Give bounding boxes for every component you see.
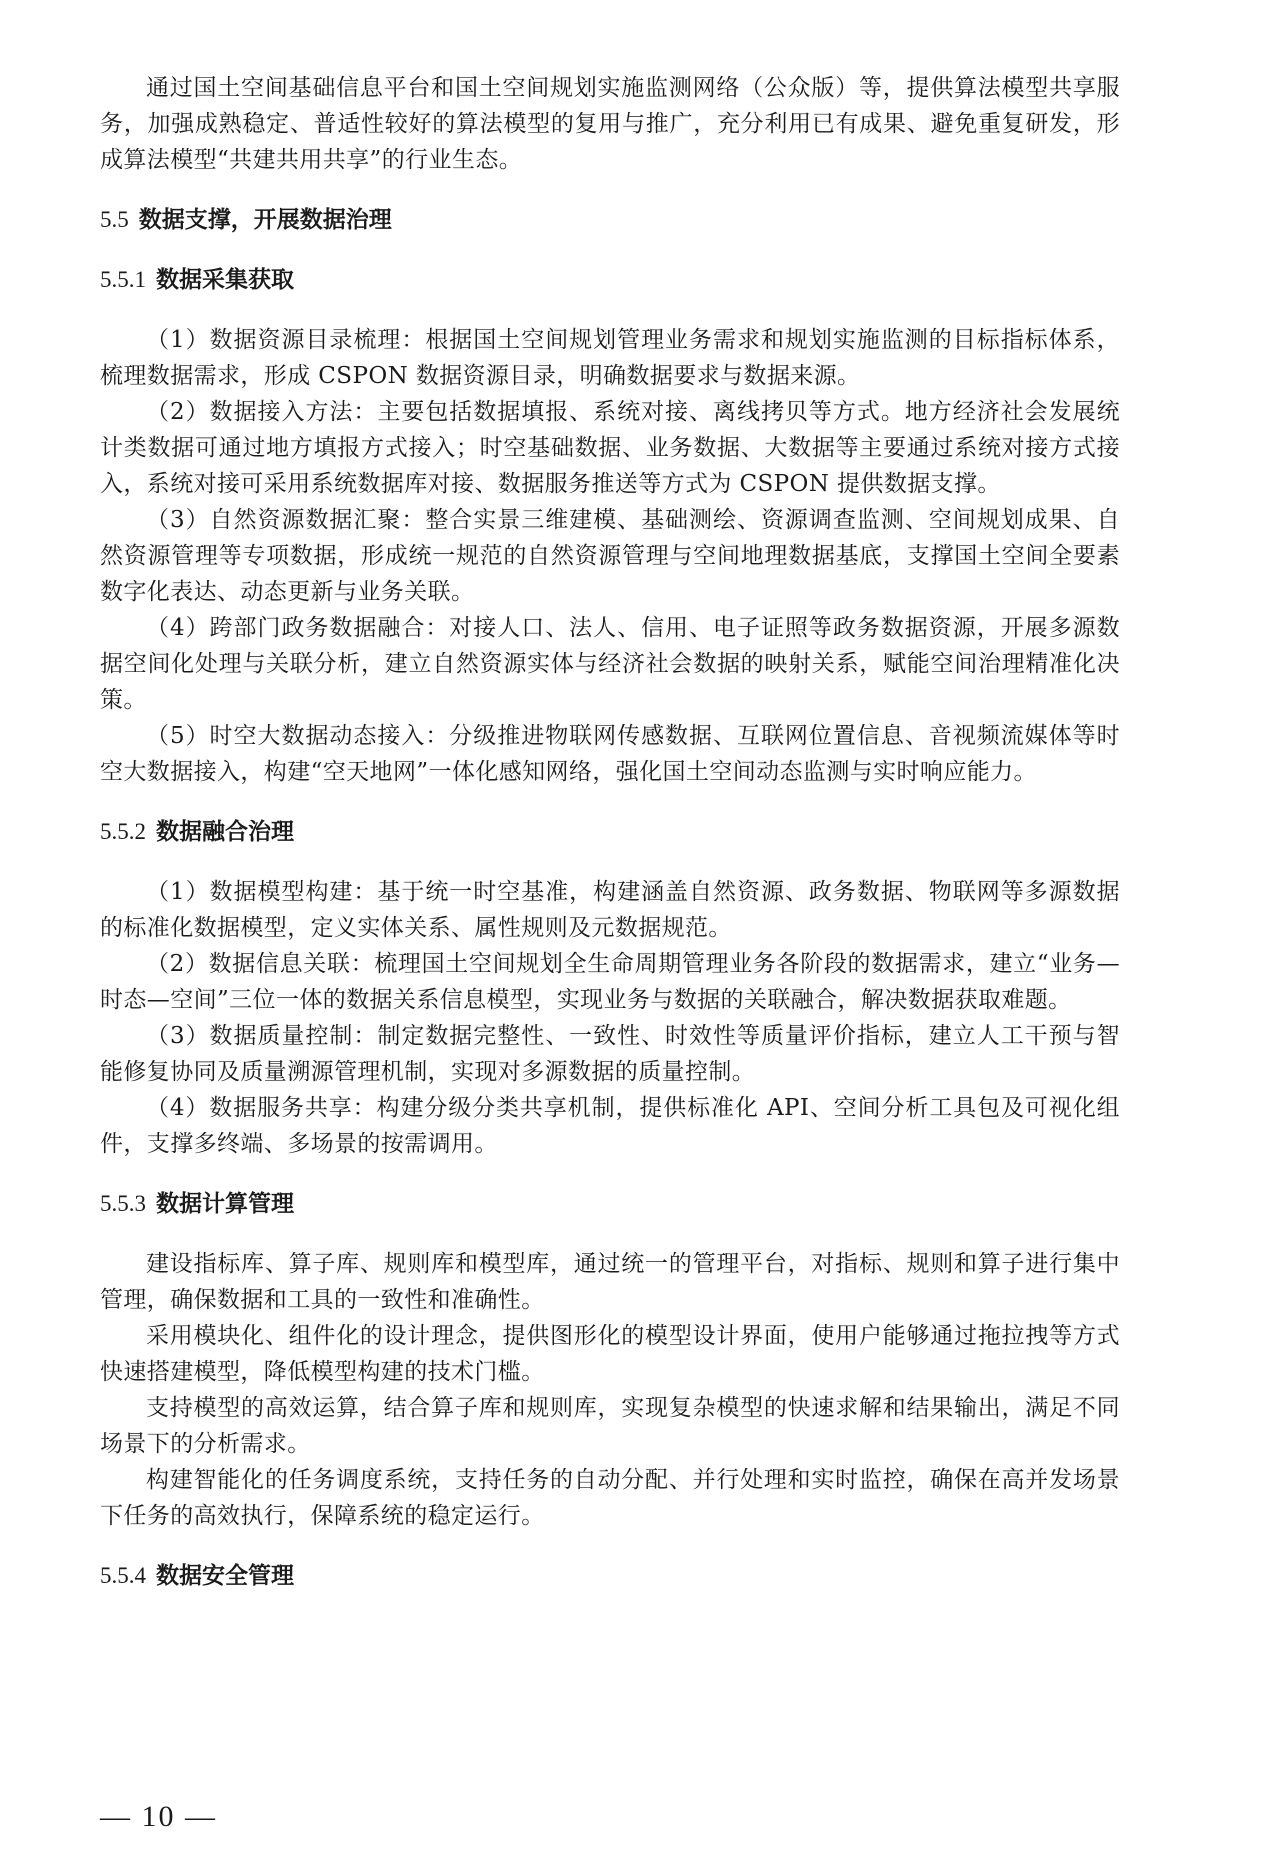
section-number: 5.5 [100, 207, 129, 232]
list-item: （3）自然资源数据汇聚：整合实景三维建模、基础测绘、资源调查监测、空间规划成果、自然资源管理等专项数据，形成统一规范的自然资源管理与空间地理数据基底，支撑国土空间全要素数字化表达、动态更新与业务关联。 [100, 507, 1120, 605]
list-item: （5）时空大数据动态接入：分级推进物联网传感数据、互联网位置信息、音视频流媒体等时空大数据接入，构建“空天地网”一体化感知网络，强化国土空间动态监测与实时响应能力。 [100, 723, 1120, 785]
list-item: 采用模块化、组件化的设计理念，提供图形化的模型设计界面，使用户能够通过拖拉拽等方式快速搭建模型，降低模型构建的技术门槛。 [100, 1323, 1120, 1385]
list-item: （4）跨部门政务数据融合：对接人口、法人、信用、电子证照等政务数据资源，开展多源数据空间化处理与关联分析，建立自然资源实体与经济社会数据的映射关系，赋能空间治理精准化决策。 [100, 615, 1120, 713]
section-title: 数据安全管理 [156, 1563, 294, 1589]
list-item: 构建智能化的任务调度系统，支持任务的自动分配、并行处理和实时监控，确保在高并发场景下任务的高效执行，保障系统的稳定运行。 [100, 1467, 1120, 1529]
section-heading-5-5-4 [100, 1558, 1120, 1594]
section-title: 数据采集获取 [156, 267, 294, 293]
list-item: （2）数据接入方法：主要包括数据填报、系统对接、离线拷贝等方式。地方经济社会发展统计类数据可通过地方填报方式接入；时空基础数据、业务数据、大数据等主要通过系统对接方式接入，系统对接可采用系统数据库对接、数据服务推送等方式为 CSPON 提供数据支撑。 [100, 399, 1120, 497]
section-number: 5.5.2 [100, 819, 146, 844]
document-page [100, 70, 1120, 1594]
section-title: 数据支撑，开展数据治理 [138, 207, 392, 233]
section-heading-5-5-1 [100, 262, 1120, 298]
section-heading-5-5 [100, 202, 1120, 238]
section-heading-5-5-2 [100, 814, 1120, 850]
list-item: （1）数据资源目录梳理：根据国土空间规划管理业务需求和规划实施监测的目标指标体系，梳理数据需求，形成 CSPON 数据资源目录，明确数据要求与数据来源。 [100, 327, 1120, 389]
section-title: 数据融合治理 [156, 819, 294, 845]
section-number: 5.5.1 [100, 267, 146, 292]
section-number: 5.5.4 [100, 1563, 146, 1588]
list-item: 支持模型的高效运算，结合算子库和规则库，实现复杂模型的快速求解和结果输出，满足不同场景下的分析需求。 [100, 1395, 1120, 1457]
section-number: 5.5.3 [100, 1191, 146, 1216]
intro-paragraph: 通过国土空间基础信息平台和国土空间规划实施监测网络（公众版）等，提供算法模型共享服务，加强成熟稳定、普适性较好的算法模型的复用与推广，充分利用已有成果、避免重复研发，形成算法模型“共建共用共享”的行业生态。 [100, 75, 1120, 173]
page-number: — 10 — [100, 1800, 217, 1833]
list-item: （4）数据服务共享：构建分级分类共享机制，提供标准化 API、空间分析工具包及可视化组件，支撑多终端、多场景的按需调用。 [100, 1095, 1120, 1157]
list-item: （1）数据模型构建：基于统一时空基准，构建涵盖自然资源、政务数据、物联网等多源数据的标准化数据模型，定义实体关系、属性规则及元数据规范。 [100, 879, 1120, 941]
section-title: 数据计算管理 [156, 1191, 294, 1217]
list-item: 建设指标库、算子库、规则库和模型库，通过统一的管理平台，对指标、规则和算子进行集中管理，确保数据和工具的一致性和准确性。 [100, 1251, 1120, 1313]
list-item: （3）数据质量控制：制定数据完整性、一致性、时效性等质量评价指标，建立人工干预与智能修复协同及质量溯源管理机制，实现对多源数据的质量控制。 [100, 1023, 1120, 1085]
list-item: （2）数据信息关联：梳理国土空间规划全生命周期管理业务各阶段的数据需求，建立“业务—时态—空间”三位一体的数据关系信息模型，实现业务与数据的关联融合，解决数据获取难题。 [100, 951, 1120, 1013]
section-heading-5-5-3 [100, 1186, 1120, 1222]
